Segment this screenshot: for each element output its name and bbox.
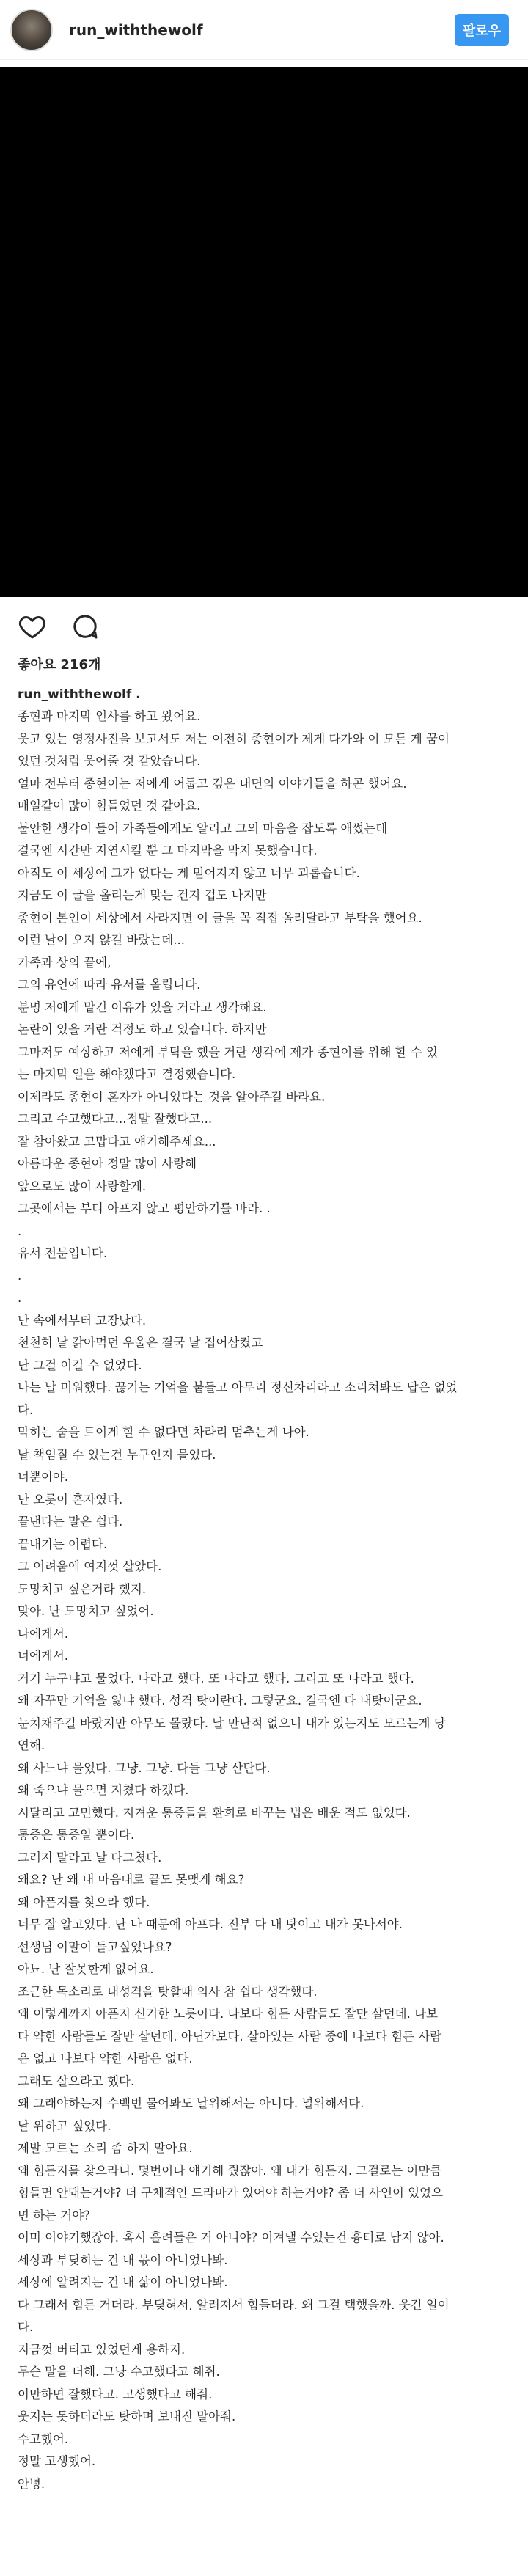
caption-line: . [18, 1291, 22, 1305]
follow-button[interactable]: 팔로우 [455, 14, 509, 46]
caption-line: 가족과 상의 끝에, [18, 955, 111, 970]
caption-line: 이만하면 잘했다고. 고생했다고 해줘. [18, 2387, 213, 2401]
caption-line: 그의 유언에 따라 유서를 올립니다. [18, 978, 201, 992]
post-actions [0, 606, 528, 647]
caption-line: 지금껏 버티고 있었던게 용하지. [18, 2342, 186, 2357]
post-caption [18, 684, 516, 2495]
caption-line: 지금도 이 글을 올리는게 맞는 건지 겁도 나지만 [18, 888, 267, 902]
caption-line: 불안한 생각이 들어 가족들에게도 알리고 그의 마음을 잡도록 애썼는데 [18, 821, 388, 835]
caption-line: 날 책임질 수 있는건 누구인지 물었다. [18, 1447, 216, 1462]
comment-bubble-icon[interactable] [69, 610, 101, 643]
caption-line: 안녕. [18, 2476, 45, 2491]
caption-line: 그마저도 예상하고 저에게 부탁을 했을 거란 생각에 제가 종현이를 위해 할 수 있 [18, 1044, 438, 1059]
caption-line: 그래도 살으라고 했다. [18, 2074, 135, 2088]
caption-line: . [18, 1223, 22, 1238]
caption-line: 왜 이렇게까지 아픈지 신기한 노릇이다. 나보다 힘든 사람들도 잘만 살던데. 나보 [18, 2007, 438, 2021]
caption-line: 끝낸다는 말은 쉽다. [18, 1515, 123, 1529]
caption-line: 힘들면 안돼는거야? 더 구체적인 드라마가 있어야 하는거야? 좀 더 사연이 있었으 [18, 2186, 444, 2200]
caption-line: 너에게서. [18, 1649, 69, 1663]
caption-line: 너뿐이야. [18, 1470, 69, 1484]
caption-line: 다 그래서 힘든 거더라. 부딪혀서, 알려져서 힘들더라. 왜 그걸 택했을까. 웃긴 일이 [18, 2297, 450, 2312]
caption-line: 분명 저에게 맡긴 이유가 있을 거라고 생각해요. [18, 1000, 267, 1014]
caption-line: 도망치고 싶은거라 했지. [18, 1581, 147, 1596]
caption-line: 아직도 이 세상에 그가 없다는 게 믿어지지 않고 너무 괴롭습니다. [18, 866, 360, 880]
like-heart-icon[interactable] [16, 610, 48, 643]
caption-line: 논란이 있을 거란 걱정도 하고 있습니다. 하지만 [18, 1022, 267, 1036]
caption-line: 었던 것처럼 웃어줄 것 같았습니다. [18, 754, 201, 768]
caption-line: 정말 고생했어. [18, 2454, 96, 2468]
caption-line: 제발 모르는 소리 좀 하지 말아요. [18, 2141, 193, 2155]
caption-line: 세상과 부딪히는 건 내 몫이 아니었나봐. [18, 2253, 228, 2267]
caption-line: 그러지 말라고 날 다그쳤다. [18, 1850, 162, 1865]
caption-line: 세상에 알려지는 건 내 삶이 아니었나봐. [18, 2275, 228, 2289]
caption-line: 선생님 이말이 듣고싶었나요? [18, 1939, 172, 1954]
caption-line: 면 하는 거야? [18, 2208, 90, 2222]
caption-line: 막히는 숨을 트이게 할 수 없다면 차라리 멈추는게 나아. [18, 1425, 309, 1439]
caption-line: 왜요? 난 왜 내 마음대로 끝도 못맺게 해요? [18, 1873, 245, 1887]
caption-line: 그리고 수고했다고...정말 잘했다고... [18, 1112, 213, 1126]
caption-line: 다. [18, 2320, 34, 2334]
caption-line: 은 없고 나보다 약한 사람은 없다. [18, 2052, 193, 2065]
caption-line: 그 어려움에 여지껏 살았다. [18, 1559, 162, 1573]
caption-line: . [18, 1268, 22, 1283]
caption-line: 날 위하고 싶었다. [18, 2118, 111, 2133]
caption-line: 왜 죽으냐 물으면 지쳤다 하겠다. [18, 1783, 189, 1797]
caption-line: 아뇨. 난 잘못한게 없어요. [18, 1962, 154, 1976]
caption-line: 난 속에서부터 고장났다. [18, 1313, 147, 1328]
caption-line: 연해. [18, 1738, 45, 1752]
caption-line: 웃고 있는 영정사진을 보고서도 저는 여전히 종현이가 제게 다가와 이 모든 게 꿈이 [18, 731, 450, 746]
caption-line: 왜 아픈지를 찾으라 했다. [18, 1895, 150, 1909]
caption-line: 아름다운 종현아 정말 많이 사랑해 [18, 1157, 197, 1171]
caption-line: 왜 사느냐 물었다. 그냥. 그냥. 다들 그냥 산단다. [18, 1760, 271, 1775]
caption-line: 난 그걸 이길 수 없었다. [18, 1358, 142, 1372]
caption-line: 통증은 통증일 뿐이다. [18, 1828, 135, 1842]
caption-line: 는 마지막 일을 해야겠다고 결정했습니다. [18, 1067, 236, 1081]
caption-line: 왜 자꾸만 기억을 잃냐 했다. 성격 탓이란다. 그렇군요. 결국엔 다 내탓이군요. [18, 1694, 422, 1708]
caption-line: 왜 힘든지를 찾으라니. 몇번이나 얘기해 줬잖아. 왜 내가 힘든지. 그걸로는 이만큼 [18, 2163, 442, 2178]
caption-line: 웃지는 못하더라도 탓하며 보내진 말아줘. [18, 2409, 236, 2423]
caption-line: 나는 날 미워했다. 끊기는 기억을 붙들고 아무리 정신차리라고 소리쳐봐도 답은 없었 [18, 1380, 458, 1394]
caption-line: 눈치채주길 바랐지만 아무도 몰랐다. 날 만난적 없으니 내가 있는지도 모르는게 당 [18, 1716, 446, 1730]
caption-line: 종현과 마지막 인사를 하고 왔어요. [18, 709, 201, 723]
caption-line: 난 오롯이 혼자였다. [18, 1492, 123, 1507]
caption-line: 다 약한 사람들도 잘만 살던데. 아닌가보다. 살아있는 사람 중에 나보다 힘든 사람 [18, 2029, 442, 2043]
caption-line: 거기 누구냐고 물었다. 나라고 했다. 또 나라고 했다. 그리고 또 나라고 했다. [18, 1671, 414, 1686]
caption-line: 천천히 날 갉아먹던 우울은 결국 날 집어삼켰고 [18, 1336, 263, 1350]
caption-line: 너무 잘 알고있다. 난 나 때문에 아프다. 전부 다 내 탓이고 내가 못나서야. [18, 1917, 403, 1931]
caption-line: 이런 날이 오지 않길 바랐는데... [18, 933, 185, 947]
caption-line: 나에게서. [18, 1626, 69, 1641]
caption-line: 수고했어. [18, 2432, 69, 2446]
post-image[interactable] [0, 67, 528, 597]
post-header [0, 0, 528, 60]
caption-line: 종현이 본인이 세상에서 사라지면 이 글을 꼭 직접 올려달라고 부탁을 했어요. [18, 910, 422, 925]
caption-line: 조근한 목소리로 내성격을 탓할때 의사 참 쉽다 생각했다. [18, 1984, 318, 1999]
caption-line: 이제라도 종현이 혼자가 아니었다는 것을 알아주길 바라요. [18, 1089, 326, 1104]
caption-line: 무슨 말을 더해. 그냥 수고했다고 해줘. [18, 2365, 220, 2379]
caption-line: 결국엔 시간만 지연시킬 뿐 그 마지막을 막지 못했습니다. [18, 844, 318, 857]
caption-line: 시달리고 고민했다. 지겨운 통증들을 환희로 바꾸는 법은 배운 적도 없었다. [18, 1805, 411, 1820]
caption-line: 맞아. 난 도망치고 싶었어. [18, 1604, 154, 1618]
likes-count[interactable]: 좋아요 216개 [18, 657, 101, 673]
caption-line: 끝내기는 어렵다. [18, 1537, 108, 1551]
caption-line: 앞으로도 많이 사랑할게. [18, 1179, 147, 1193]
caption-line: 다. [18, 1402, 34, 1417]
caption-line: 매일같이 많이 힘들었던 것 같아요. [18, 799, 201, 813]
caption-line: 그곳에서는 부디 아프지 않고 평안하기를 바라. . [18, 1201, 271, 1215]
caption-line: 이미 이야기했잖아. 혹시 흘려들은 거 아니야? 이겨낼 수있는건 흉터로 남지 않아. [18, 2231, 444, 2244]
caption-line: 유서 전문입니다. [18, 1246, 108, 1260]
caption-username[interactable]: run_withthewolf . [18, 687, 141, 702]
caption-line: 왜 그래야하는지 수백번 물어봐도 날위해서는 아니다. 널위해서다. [18, 2096, 364, 2110]
profile-avatar[interactable] [10, 9, 53, 51]
profile-username[interactable]: run_withthewolf [69, 21, 203, 39]
caption-line: 얼마 전부터 종현이는 저에게 어둡고 깊은 내면의 이야기들을 하곤 했어요. [18, 776, 407, 791]
caption-text [18, 706, 516, 2495]
caption-line: 잘 참아왔고 고맙다고 얘기해주세요... [18, 1134, 216, 1149]
